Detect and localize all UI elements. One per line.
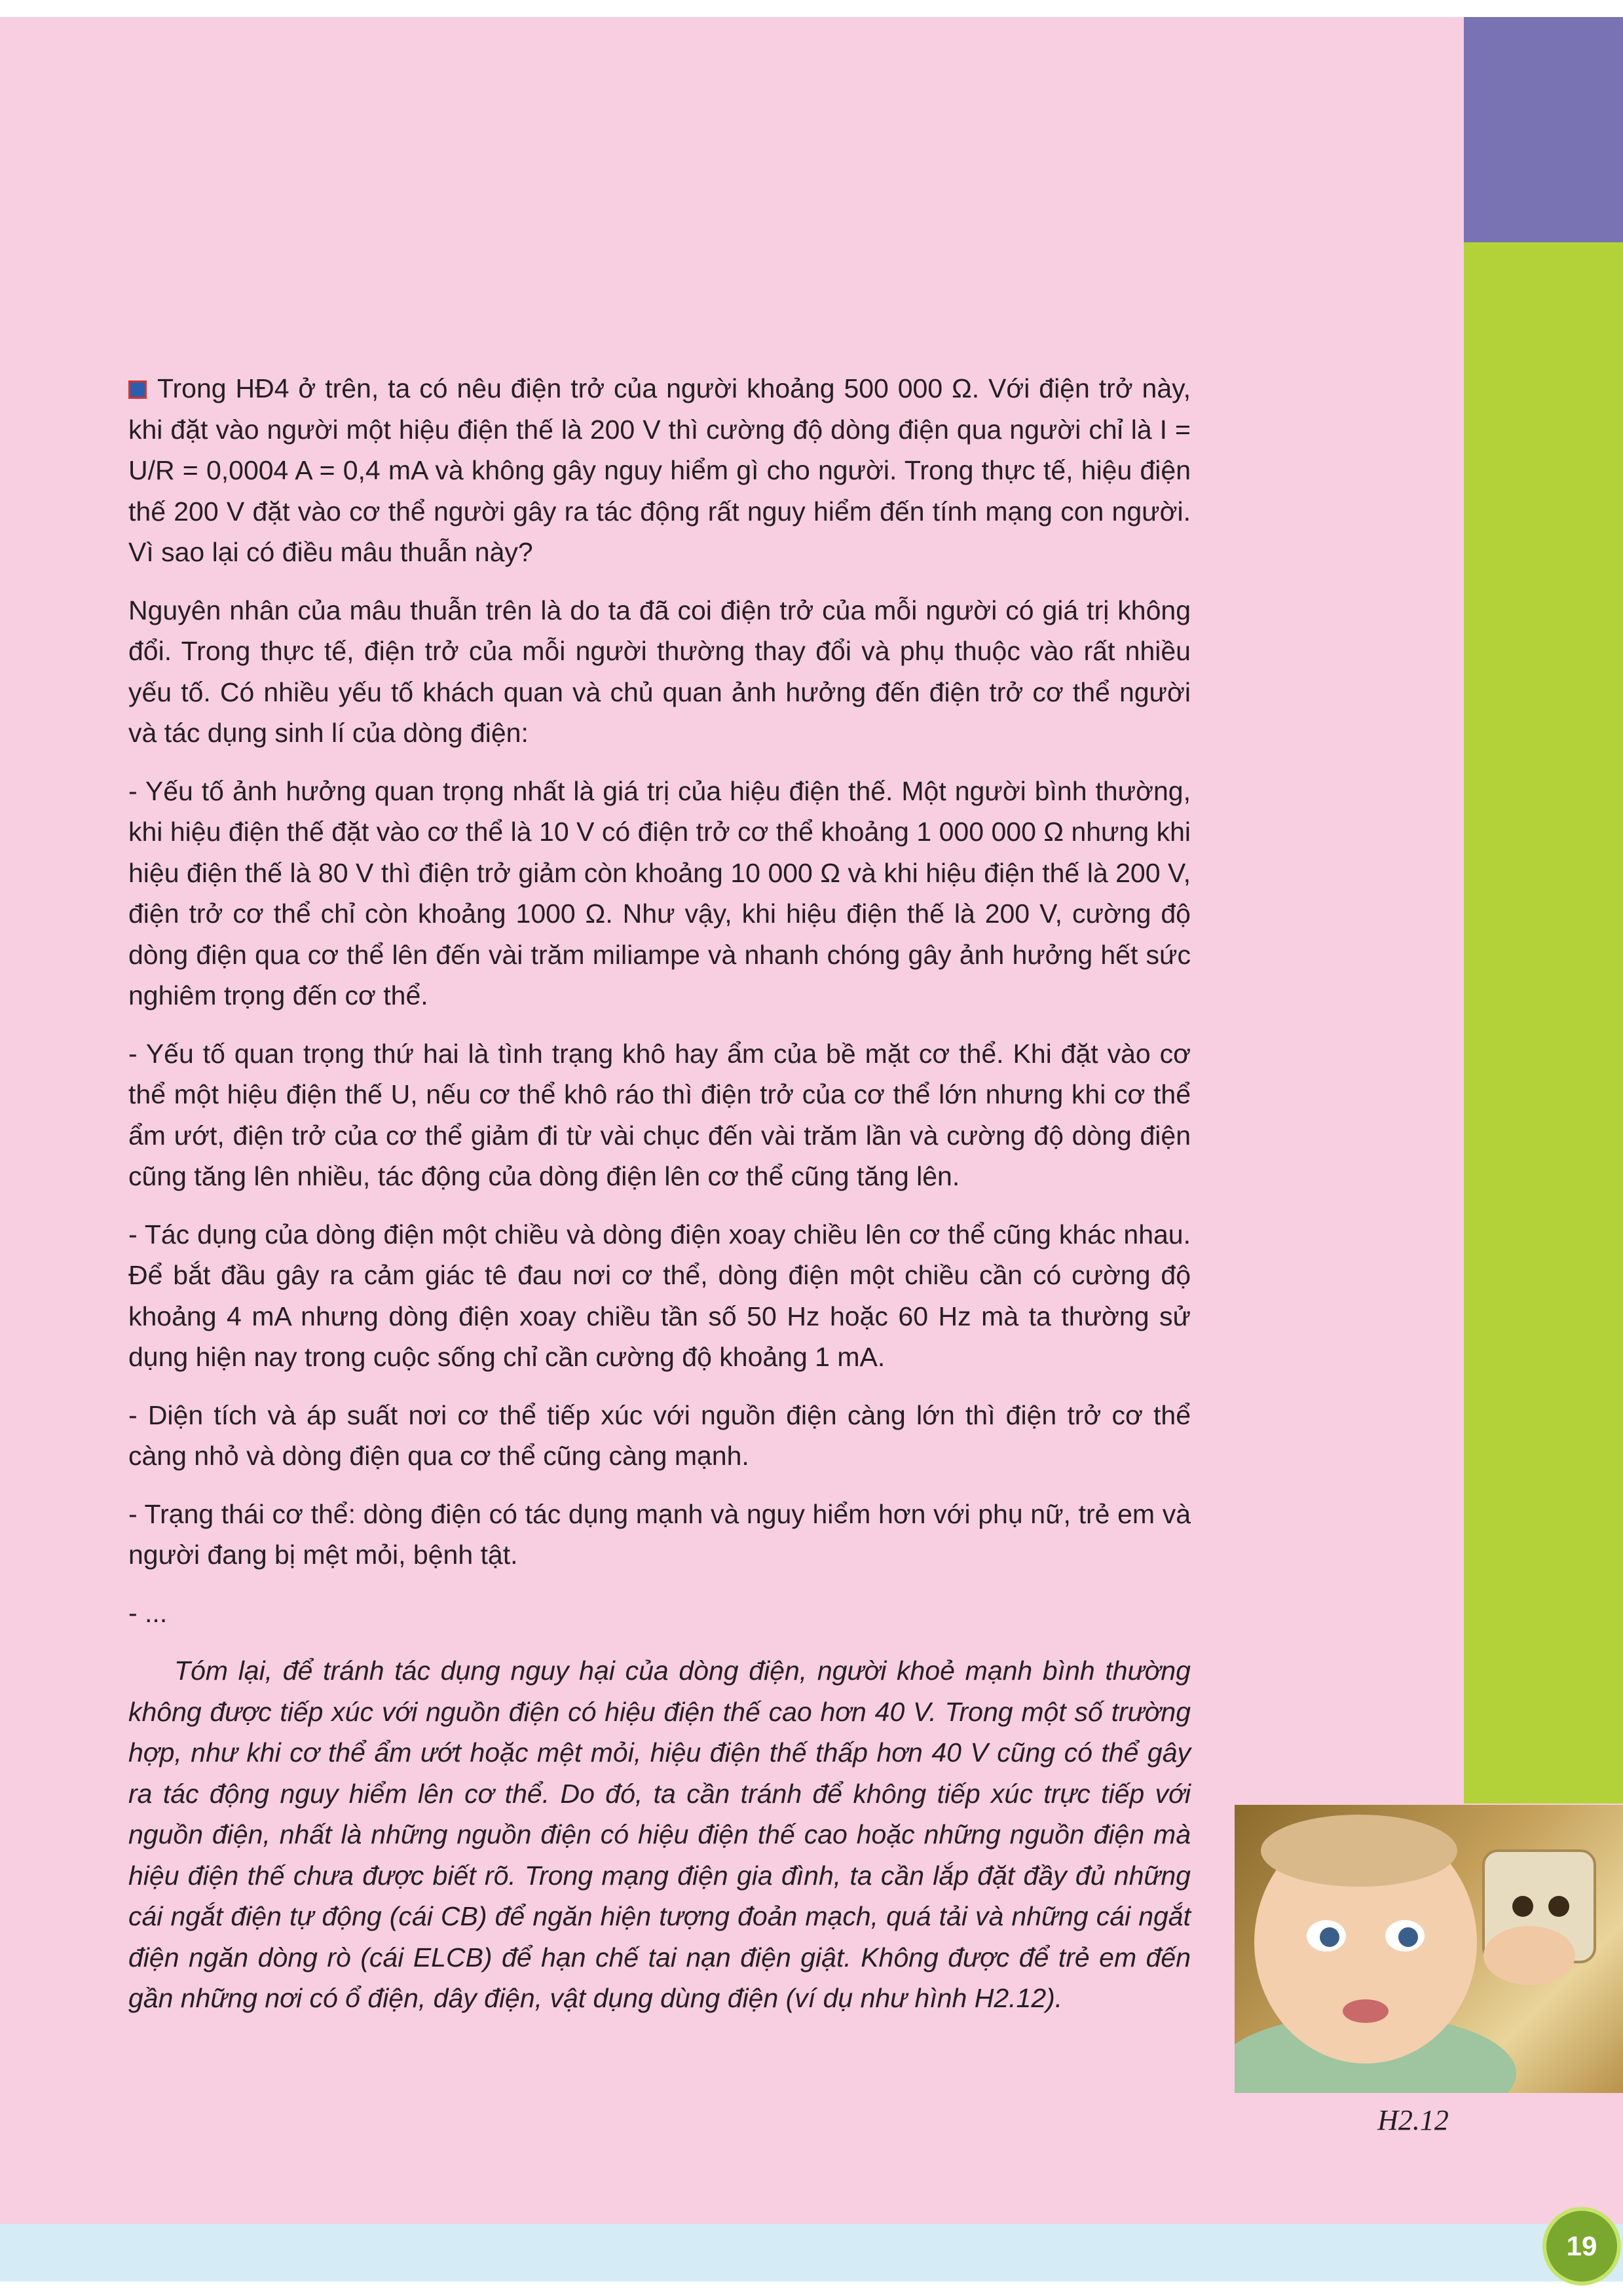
question-paragraph	[128, 368, 1191, 573]
pupil	[1320, 1927, 1339, 1947]
factor-item: - Tác dụng của dòng điện một chiều và dòng điện xoay chiều lên cơ thể cũng khác nhau. Để bắt đầu gây ra cảm giác tê đau nơi cơ thể, dòng điện một chiều cần có cường độ khoảng 4 mA nhưng dòng điện xoay chiều tần số 50 Hz hoặc 60 Hz mà ta thường sử dụng hiện nay trong cuộc sống chỉ cần cường độ khoảng 1 mA.	[128, 1219, 1191, 1372]
intro-paragraph: Nguyên nhân của mâu thuẫn trên là do ta đã coi điện trở của mỗi người có giá trị không đổi. Trong thực tế, điện trở của mỗi người thường thay đổi và phụ thuộc vào rất nhiều yếu tố. Có nhiều yếu tố khách quan và chủ quan ảnh hưởng đến điện trở cơ thể người và tác dụng sinh lí của dòng điện:	[128, 595, 1191, 748]
baby-near-outlet-photo	[1235, 1805, 1623, 2093]
pupil	[1398, 1927, 1418, 1947]
question-icon	[128, 380, 147, 399]
hair	[1261, 1815, 1457, 1887]
outlet-hole	[1548, 1896, 1569, 1917]
factor-item: - ...	[128, 1597, 168, 1628]
side-tab-green	[1464, 242, 1623, 1804]
figure-caption: H2.12	[1377, 2104, 1449, 2136]
question-text: Trong HĐ4 ở trên, ta có nêu điện trở của người khoảng 500 000 Ω. Với điện trở này, khi đặt vào người một hiệu điện thế là 200 V thì cường độ dòng điện qua người chỉ là I = U/R = 0,0004 A = 0,4 mA và không gây nguy hiểm gì cho người. Trong thực tế, hiệu điện thế 200 V đặt vào cơ thể người gây ra tác động rất nguy hiểm đến tính mạng con người. Vì sao lại có điều mâu thuẫn này?	[128, 373, 1191, 567]
page-number-badge	[1542, 2207, 1621, 2286]
summary-paragraph: Tóm lại, để tránh tác dụng nguy hại của dòng điện, người khoẻ mạnh bình thường không được tiếp xúc với nguồn điện có hiệu điện thế cao hơn 40 V. Trong một số trường hợp, như khi cơ thể ẩm ướt hoặc mệt mỏi, hiệu điện thế thấp hơn 40 V cũng có thể gây ra tác động nguy hiểm lên cơ thể. Do đó, ta cần tránh để không tiếp xúc trực tiếp với nguồn điện, nhất là những nguồn điện có hiệu điện thế cao hoặc những nguồn điện mà hiệu điện thế chưa được biết rõ. Trong mạng điện gia đình, ta cần lắp đặt đầy đủ những cái ngắt điện tự động (cái CB) để ngăn hiện tượng đoản mạch, quá tải và những cái ngắt điện ngăn dòng rò (cái ELCB) để hạn chế tai nạn điện giật. Không được để trẻ em đến gần những nơi có ổ điện, dây điện, vật dụng dùng điện (ví dụ như hình H2.12).	[128, 1656, 1191, 2013]
page-number: 19	[1566, 2231, 1597, 2261]
footer-band	[0, 2224, 1623, 2282]
outlet-hole	[1512, 1896, 1533, 1917]
body-text	[128, 368, 1191, 2036]
side-tab-purple	[1464, 17, 1623, 242]
factor-item: - Trạng thái cơ thể: dòng điện có tác dụng mạnh và nguy hiểm hơn với phụ nữ, trẻ em và người đang bị mệt mỏi, bệnh tật.	[128, 1498, 1191, 1570]
photo-illustration	[1235, 1805, 1623, 2093]
factor-item: - Diện tích và áp suất nơi cơ thể tiếp xúc với nguồn điện càng lớn thì điện trở cơ thể càng nhỏ và dòng điện qua cơ thể cũng càng mạnh.	[128, 1399, 1191, 1471]
hand	[1483, 1926, 1575, 1985]
factor-item: - Yếu tố ảnh hưởng quan trọng nhất là giá trị của hiệu điện thế. Một người bình thường, khi hiệu điện thế đặt vào cơ thể là 10 V có điện trở cơ thể khoảng 1 000 000 Ω nhưng khi hiệu điện thế là 80 V thì điện trở giảm còn khoảng 10 000 Ω và khi hiệu điện thế là 200 V, điện trở cơ thể chỉ còn khoảng 1000 Ω. Như vậy, khi hiệu điện thế là 200 V, cường độ dòng điện qua cơ thể lên đến vài trăm miliampe và nhanh chóng gây ảnh hưởng hết sức nghiêm trọng đến cơ thể.	[128, 775, 1191, 1010]
factor-item: - Yếu tố quan trọng thứ hai là tình trạng khô hay ẩm của bề mặt cơ thể. Khi đặt vào cơ thể một hiệu điện thế U, nếu cơ thể khô ráo thì điện trở của cơ thể lớn nhưng khi cơ thể ẩm ướt, điện trở của cơ thể giảm đi từ vài chục đến vài trăm lần và cường độ dòng điện cũng tăng lên nhiều, tác động của dòng điện lên cơ thể cũng tăng lên.	[128, 1038, 1191, 1191]
mouth	[1343, 1999, 1389, 2023]
